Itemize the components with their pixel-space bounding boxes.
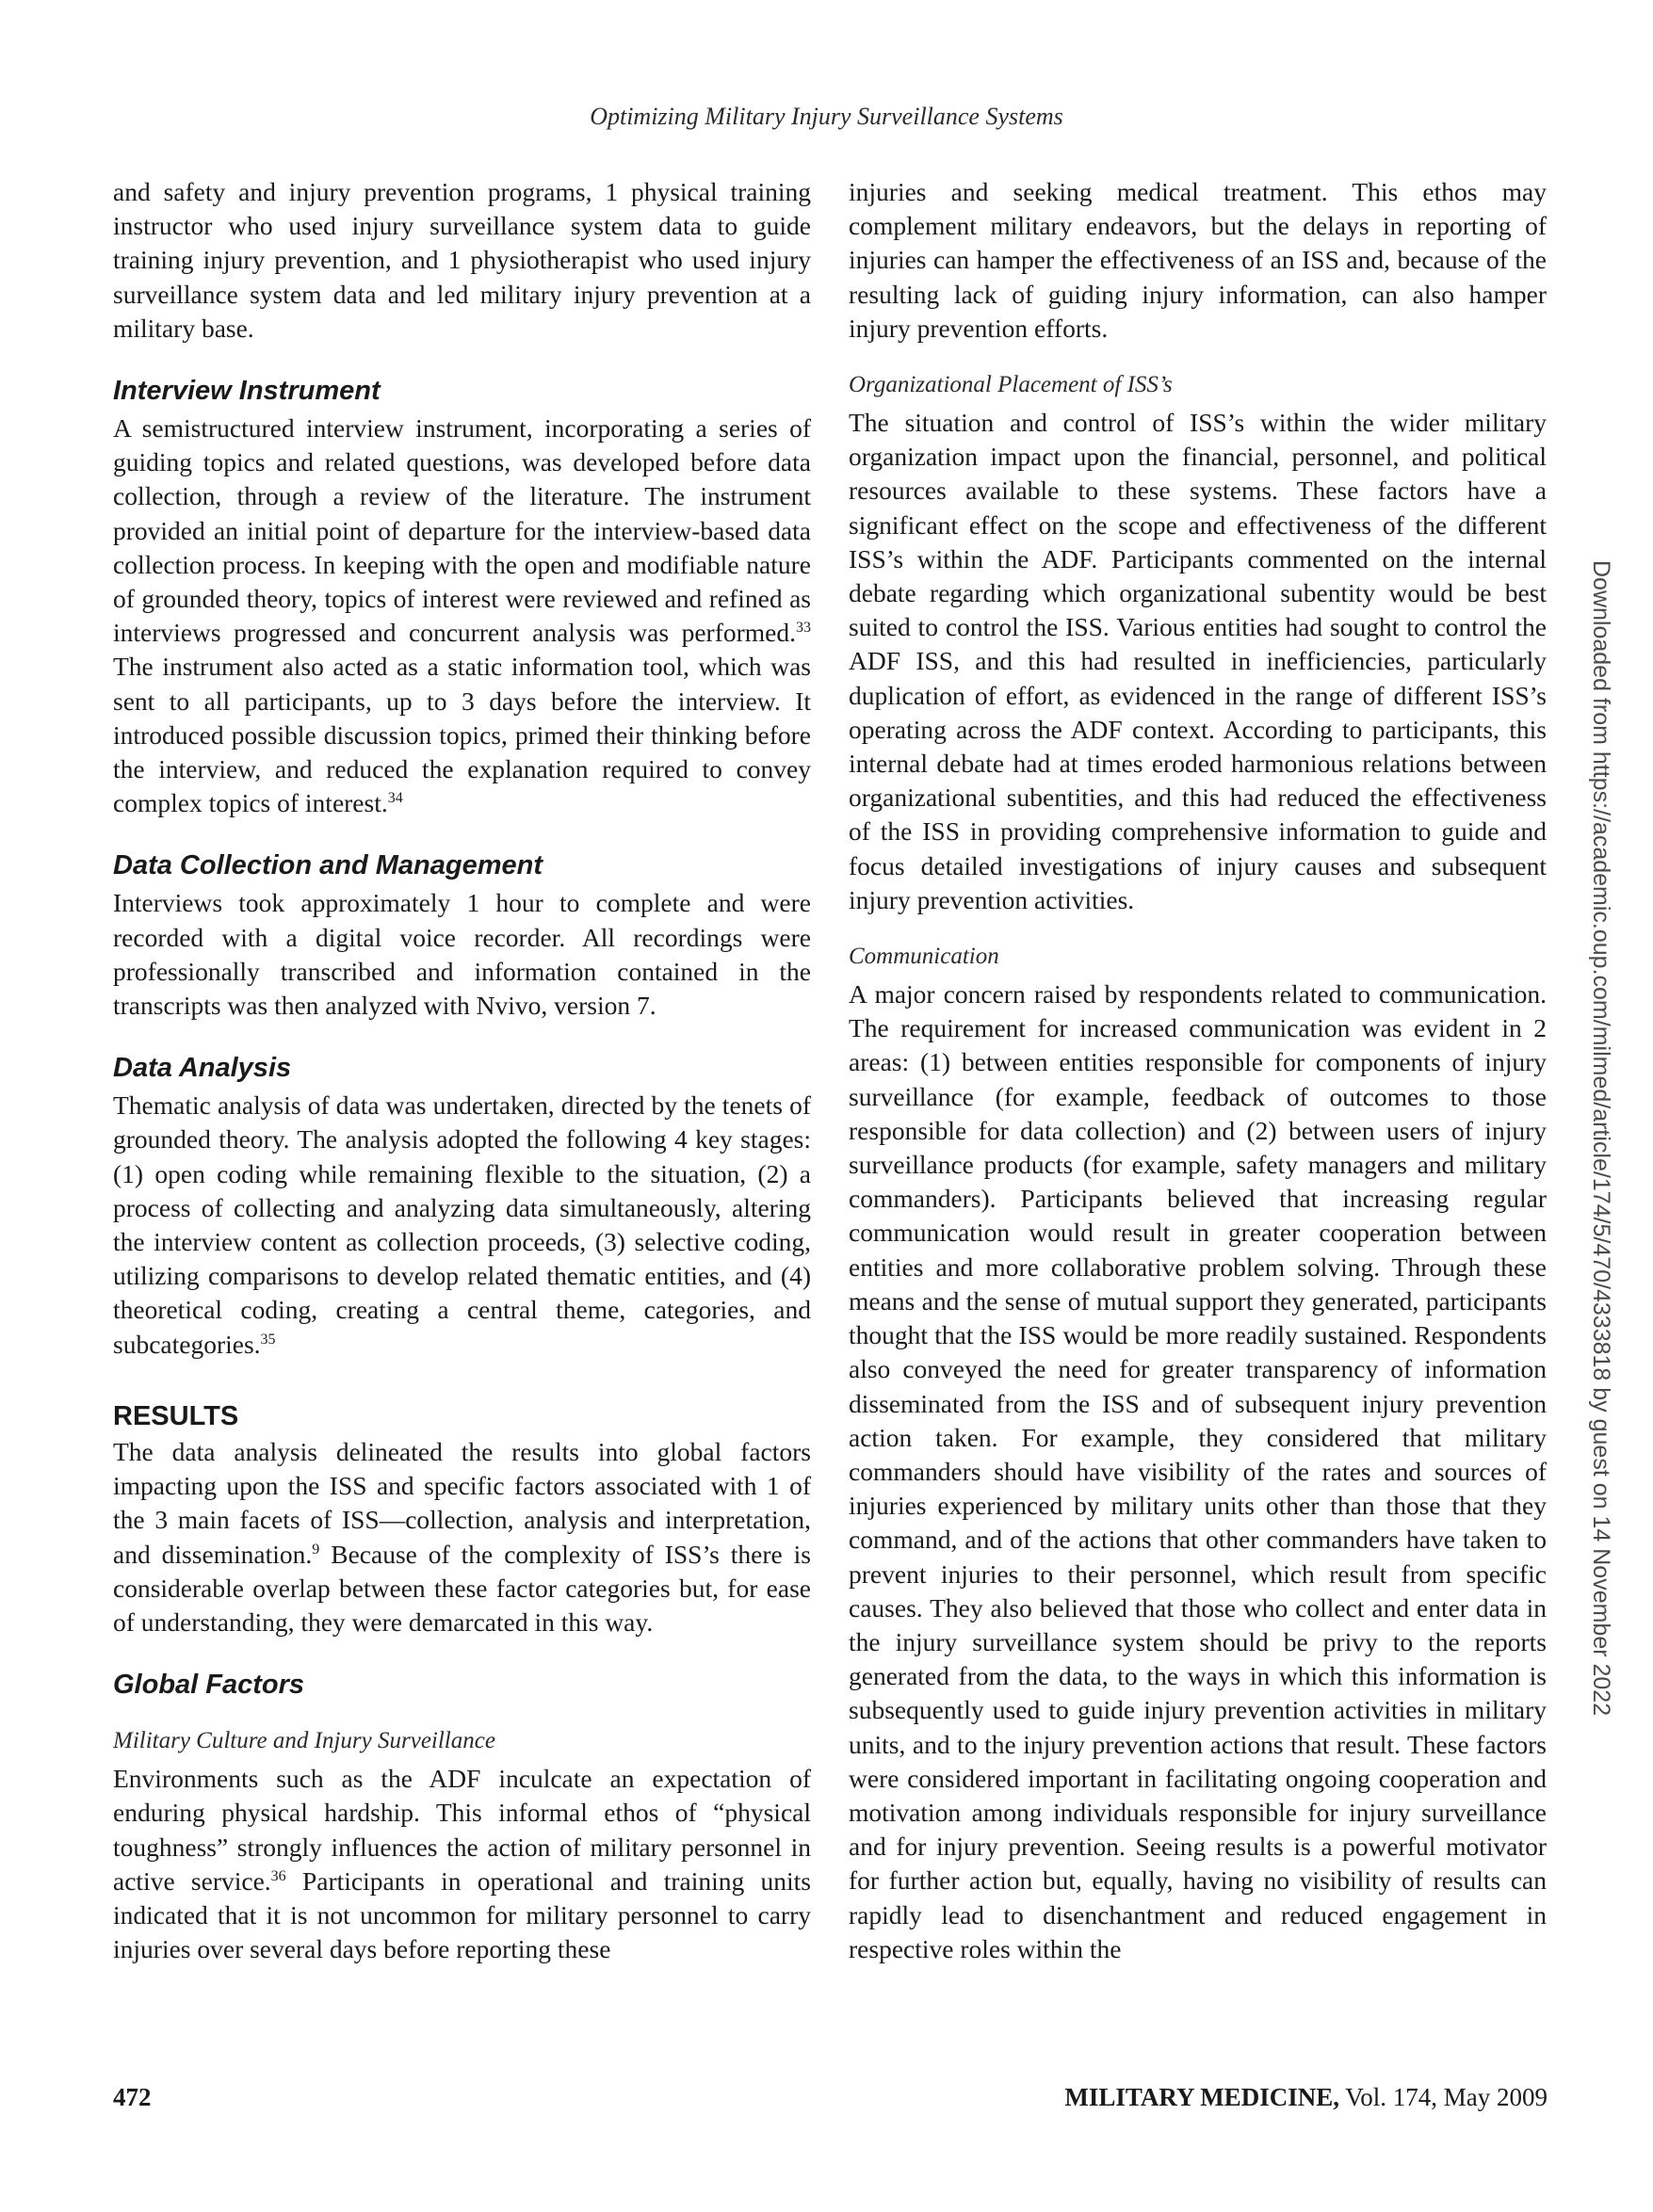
paragraph-interview-instrument: A semistructured interview instrument, incorporating a series of guiding topics and related questions, was developed before data collection, through a review of the literature. The instrument provided an initial point of departure for the interview-based data collection process. In keeping with the open and modifiable nature of grounded theory, topics of interest were reviewed and refined as interviews progressed and concurrent analysis was performed.$^{33}$ The instrument also acted as a static information tool, which was sent to all participants, up to 3 days before the interview. It introduced possible discussion topics, primed their thinking before the interview, and reduced the explanation required to convey complex topics of interest.$^{34}$ bbox=[113, 413, 811, 818]
heading-communication: Communication bbox=[849, 944, 999, 970]
heading-results: RESULTS bbox=[113, 1400, 239, 1431]
paragraph-results: The data analysis delineated the results into global factors impacting upon the ISS and specific factors associated with 1 of the 3 main facets of ISS—collection, analysis and interpretation, and dissemination.$^9$ Because of the complexity of ISS’s there is considerable overlap between these factor categories but, for ease of understanding, they were demarcated in this way. bbox=[113, 1436, 811, 1637]
running-head: Optimizing Military Injury Surveillance Systems bbox=[590, 103, 1063, 130]
journal-issue: Vol. 174, May 2009 bbox=[1338, 2083, 1548, 2111]
paragraph-military-culture: Environments such as the ADF inculcate an expectation of enduring physical hardship. This informal ethos of “physical toughness” strongly influences the action of military personnel in active service.$^{36}$ Participants in operational and training units indicated that it is not uncommon for military personnel to carry injuries over several days before reporting these bbox=[113, 1764, 811, 1964]
reference-9[interactable]: 9 bbox=[312, 1541, 320, 1558]
reference-33[interactable]: 33 bbox=[796, 620, 811, 637]
page-number: 472 bbox=[113, 2083, 152, 2111]
paragraph-communication: A major concern raised by respondents related to communication. The requirement for increased communication was evident in 2 areas: (1) between entities responsible for components of injury surveillance (for example, feedback of outcomes to those responsible for data collection) and (2) between users of injury surveillance products (for example, safety managers and military commanders). Participants believed that increasing regular communication would result in greater cooperation between entities and more collaborative problem solving. Through these means and the sense of mutual support they generated, participants thought that the ISS would be more readily sustained. Respondents also conveyed the need for greater transparency of information disseminated from the ISS and of subsequent injury prevention action taken. For example, they considered that military commanders should have visibility of the rates and sources of injuries experienced by military units other than those that they command, and of the actions that other commanders have taken to prevent injuries to their personnel, which result from specific causes. They also believed that those who collect and enter data in the injury surveillance system should be privy to the reports generated from the data, to the ways in which this information is subsequently used to guide injury prevention activities in military units, and to the injury prevention actions that result. These factors were considered important in facilitating ongoing cooperation and motivation among individuals responsible for injury surveillance and for injury prevention. Seeing results is a powerful motivator for further action but, equally, having no visibility of results can rapidly lead to disenchantment and reduced engagement in respective roles within the bbox=[849, 979, 1547, 1963]
heading-military-culture: Military Culture and Injury Surveillance bbox=[113, 1728, 495, 1754]
heading-interview-instrument: Interview Instrument bbox=[113, 376, 381, 407]
right-column bbox=[849, 175, 1547, 1966]
reference-35[interactable]: 35 bbox=[260, 1331, 276, 1348]
paragraph-data-collection: Interviews took approximately 1 hour to complete and were recorded with a digital voice recorder. All recordings were professionally transcribed and information contained in the transcripts was then analyzed with Nvivo, version 7. bbox=[113, 888, 811, 1021]
heading-organizational-placement: Organizational Placement of ISS’s bbox=[849, 372, 1173, 398]
heading-data-analysis: Data Analysis bbox=[113, 1053, 292, 1084]
left-column bbox=[113, 175, 811, 1966]
paragraph-organizational-placement: The situation and control of ISS’s within the wider military organization impact upon the financial, personnel, and political resources available to these systems. These factors have a significant effect on the scope and effectiveness of the different ISS’s within the ADF. Participants commented on the internal debate regarding which organizational subentity would be best suited to control the ISS. Various entities had sought to control the ADF ISS, and this had resulted in inefficiencies, particularly duplication of effort, as evidenced in the range of different ISS’s operating across the ADF context. According to participants, this internal debate had at times eroded harmonious relations between organizational subentities, and this had reduced the effectiveness of the ISS in providing comprehensive information to guide and focus detailed investigations of injury causes and subsequent injury prevention activities. bbox=[849, 408, 1547, 914]
reference-36[interactable]: 36 bbox=[270, 1867, 286, 1884]
download-watermark: Downloaded from https://academic.oup.com/milmed/article/174/5/470/4333818 by guest on 14 November 2022 bbox=[1588, 560, 1614, 1717]
journal-citation bbox=[1064, 2083, 1548, 2112]
heading-data-collection: Data Collection and Management bbox=[113, 850, 543, 881]
paragraph-culture-continued: injuries and seeking medical treatment. This ethos may complement military endeavors, but the delays in reporting of injuries can hamper the effectiveness of an ISS and, because of the resulting lack of guiding injury information, can also hamper injury prevention efforts. bbox=[849, 177, 1547, 343]
heading-global-factors: Global Factors bbox=[113, 1670, 305, 1701]
paragraph-data-analysis: Thematic analysis of data was undertaken, directed by the tenets of grounded theory. The analysis adopted the following 4 key stages: (1) open coding while remaining flexible to the situation, (2) a process of collecting and analyzing data simultaneously, altering the interview content as collection proceeds, (3) selective coding, utilizing comparisons to develop related thematic entities, and (4) theoretical coding, creating a central theme, categories, and subcategories.$^{35}$ bbox=[113, 1090, 811, 1359]
journal-name: MILITARY MEDICINE, bbox=[1064, 2083, 1339, 2111]
reference-34[interactable]: 34 bbox=[387, 790, 403, 807]
paragraph-intro-continued: and safety and injury prevention programs, 1 physical training instructor who used injury surveillance system data to guide training injury prevention, and 1 physiotherapist who used injury surveillance system data and led military injury prevention at a military base. bbox=[113, 177, 811, 343]
